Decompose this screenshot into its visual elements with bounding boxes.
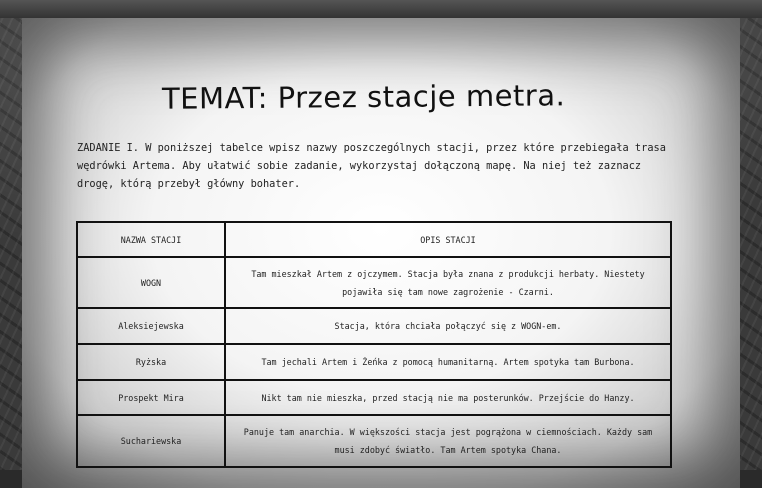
table-row	[77, 380, 671, 415]
table-row	[77, 308, 671, 344]
table-row	[77, 344, 671, 380]
station-name: Ryżska	[77, 344, 225, 380]
station-description: Panuje tam anarchia. W większości stacja jest pogrążona w ciemnościach. Każdy sam musi zdobyć światło. Tam Artem spotyka Chana.	[225, 415, 671, 467]
header-station-name: NAZWA STACJI	[77, 222, 225, 257]
station-description: Stacja, która chciała połączyć się z WOGN-em.	[225, 308, 671, 344]
task-instructions: ZADANIE I. W poniższej tabelce wpisz nazwy poszczególnych stacji, przez które przebiegała trasa wędrówki Artema. Aby ułatwić sobie zadanie, wykorzystaj dołączoną mapę. Na niej też zaznacz drogę, którą przebył główny bohater.	[77, 142, 666, 190]
header-station-description: OPIS STACJI	[225, 222, 671, 257]
station-description: Tam jechali Artem i Żeńka z pomocą humanitarną. Artem spotyka tam Burbona.	[225, 344, 671, 380]
table-row	[77, 257, 671, 308]
station-name: Suchariewska	[77, 415, 225, 467]
stations-table	[76, 221, 672, 468]
station-description: Nikt tam nie mieszka, przed stacją nie ma posterunków. Przejście do Hanzy.	[225, 380, 671, 415]
station-name: Aleksiejewska	[77, 308, 225, 344]
top-bar	[0, 0, 762, 18]
station-name: WOGN	[77, 257, 225, 308]
table-header-row	[77, 222, 671, 257]
station-description: Tam mieszkał Artem z ojczymem. Stacja była znana z produkcji herbaty. Niestety pojawiła się tam nowe zagrożenie - Czarni.	[225, 257, 671, 308]
table-row	[77, 415, 671, 467]
station-name: Prospekt Mira	[77, 380, 225, 415]
page-title: TEMAT: Przez stacje metra.	[161, 78, 566, 116]
